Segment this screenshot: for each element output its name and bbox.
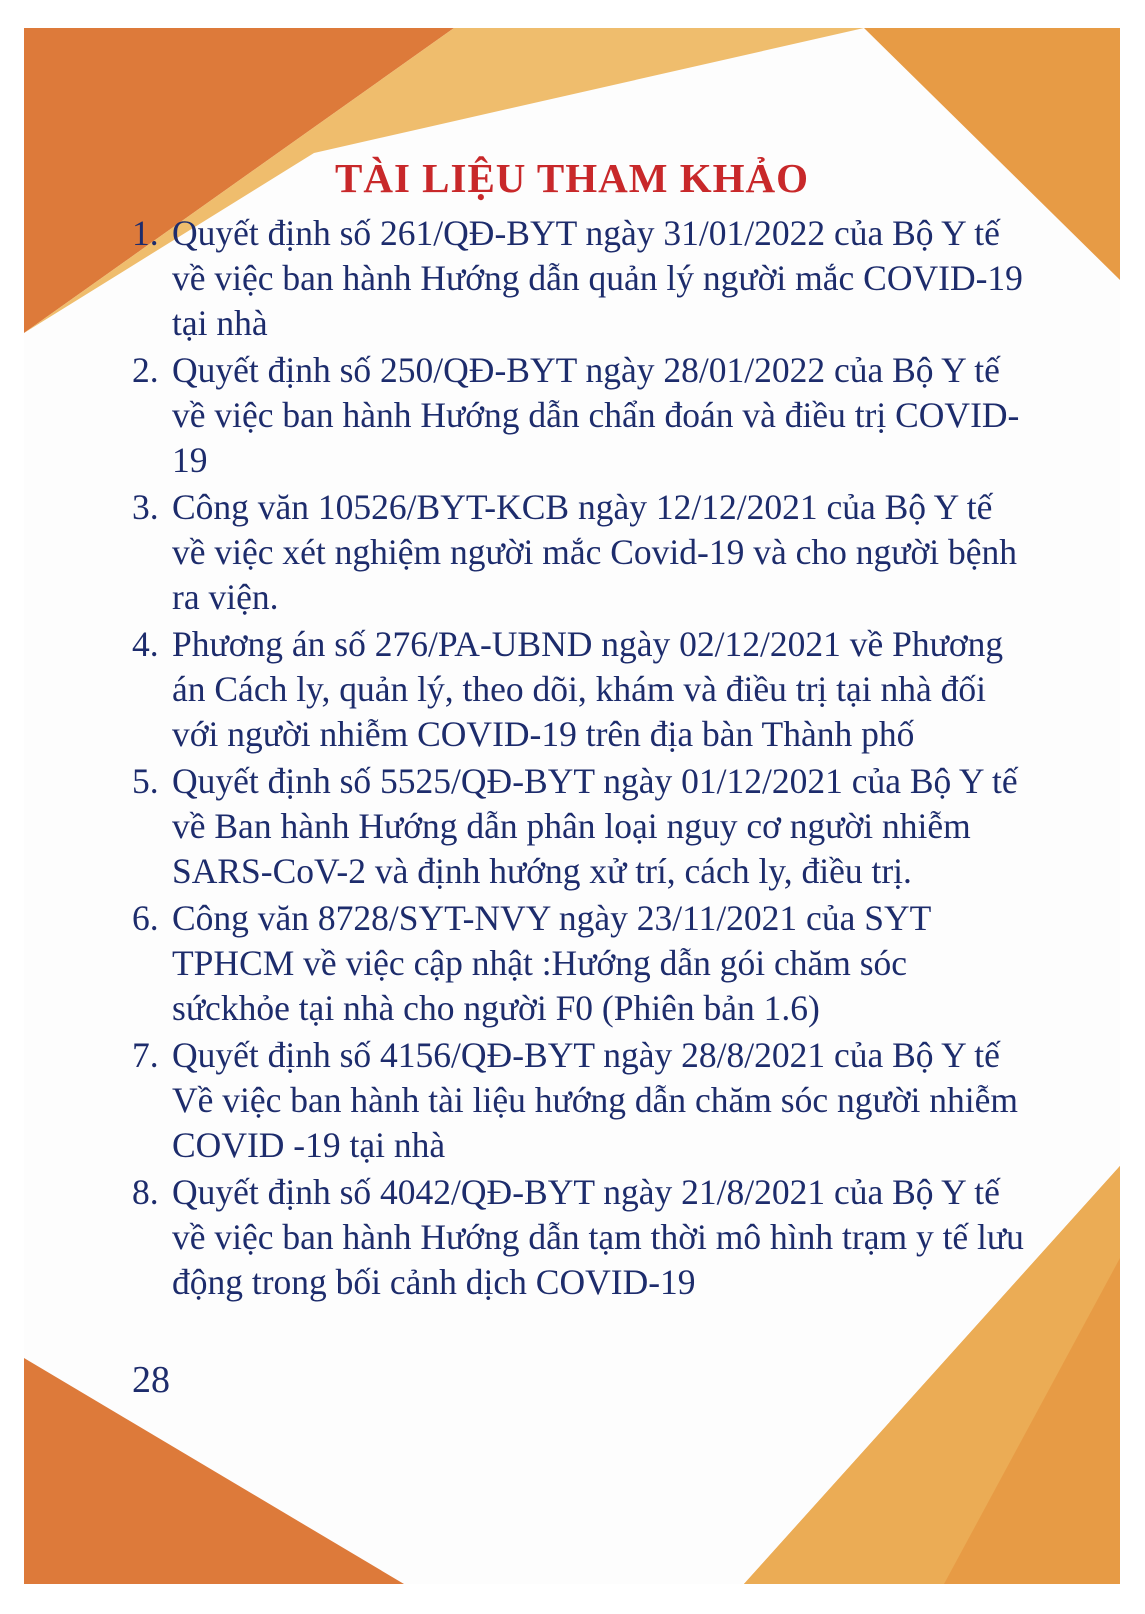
reference-number: 8. [132, 1172, 159, 1212]
bottom-left-orange-shape [24, 1358, 404, 1584]
reference-item [132, 348, 1032, 483]
reference-text: Quyết định số 4156/QĐ-BYT ngày 28/8/2021 của Bộ Y tế Về việc ban hành tài liệu hướng dẫn chăm sóc người nhiễm COVID -19 tại nhà [172, 1035, 1018, 1165]
reference-text: Phương án số 276/PA-UBND ngày 02/12/2021 về Phương án Cách ly, quản lý, theo dõi, khám và điều trị tại nhà đối với người nhiễm COVID-19 trên địa bàn Thành phố [172, 624, 1004, 754]
reference-text: Quyết định số 250/QĐ-BYT ngày 28/01/2022 của Bộ Y tế về việc ban hành Hướng dẫn chẩn đoán và điều trị COVID-19 [172, 350, 1020, 480]
page-title: TÀI LIỆU THAM KHẢO [334, 155, 809, 201]
document-page [24, 28, 1120, 1584]
reference-text: Quyết định số 261/QĐ-BYT ngày 31/01/2022 của Bộ Y tế về việc ban hành Hướng dẫn quản lý người mắc COVID-19 tại nhà [172, 213, 1023, 343]
reference-number: 2. [132, 350, 159, 390]
reference-number: 1. [132, 213, 159, 253]
reference-number: 7. [132, 1035, 159, 1075]
reference-text: Quyết định số 4042/QĐ-BYT ngày 21/8/2021 của Bộ Y tế về việc ban hành Hướng dẫn tạm thời mô hình trạm y tế lưu động trong bối cảnh dịch COVID-19 [172, 1172, 1024, 1302]
reference-number: 3. [132, 487, 159, 527]
reference-item [132, 622, 1032, 757]
reference-item [132, 759, 1032, 894]
reference-item [132, 896, 1032, 1031]
reference-text: Công văn 10526/BYT-KCB ngày 12/12/2021 của Bộ Y tế về việc xét nghiệm người mắc Covid-19 và cho người bệnh ra viện. [172, 487, 1017, 617]
reference-text: Công văn 8728/SYT-NVY ngày 23/11/2021 của SYT TPHCM về việc cập nhật :Hướng dẫn gói chăm sóc sứckhỏe tại nhà cho người F0 (Phiên bản 1.6) [172, 898, 931, 1028]
reference-number: 6. [132, 898, 159, 938]
reference-item [132, 1170, 1032, 1305]
reference-item [132, 485, 1032, 620]
reference-item [132, 211, 1032, 346]
page-number: 28 [132, 1359, 170, 1401]
reference-number: 5. [132, 761, 159, 801]
reference-text: Quyết định số 5525/QĐ-BYT ngày 01/12/2021 của Bộ Y tế về Ban hành Hướng dẫn phân loại nguy cơ người nhiễm SARS-CoV-2 và định hướng xử trí, cách ly, điều trị. [172, 761, 1018, 891]
reference-number: 4. [132, 624, 159, 664]
reference-item [132, 1033, 1032, 1168]
reference-list [132, 211, 1032, 1307]
